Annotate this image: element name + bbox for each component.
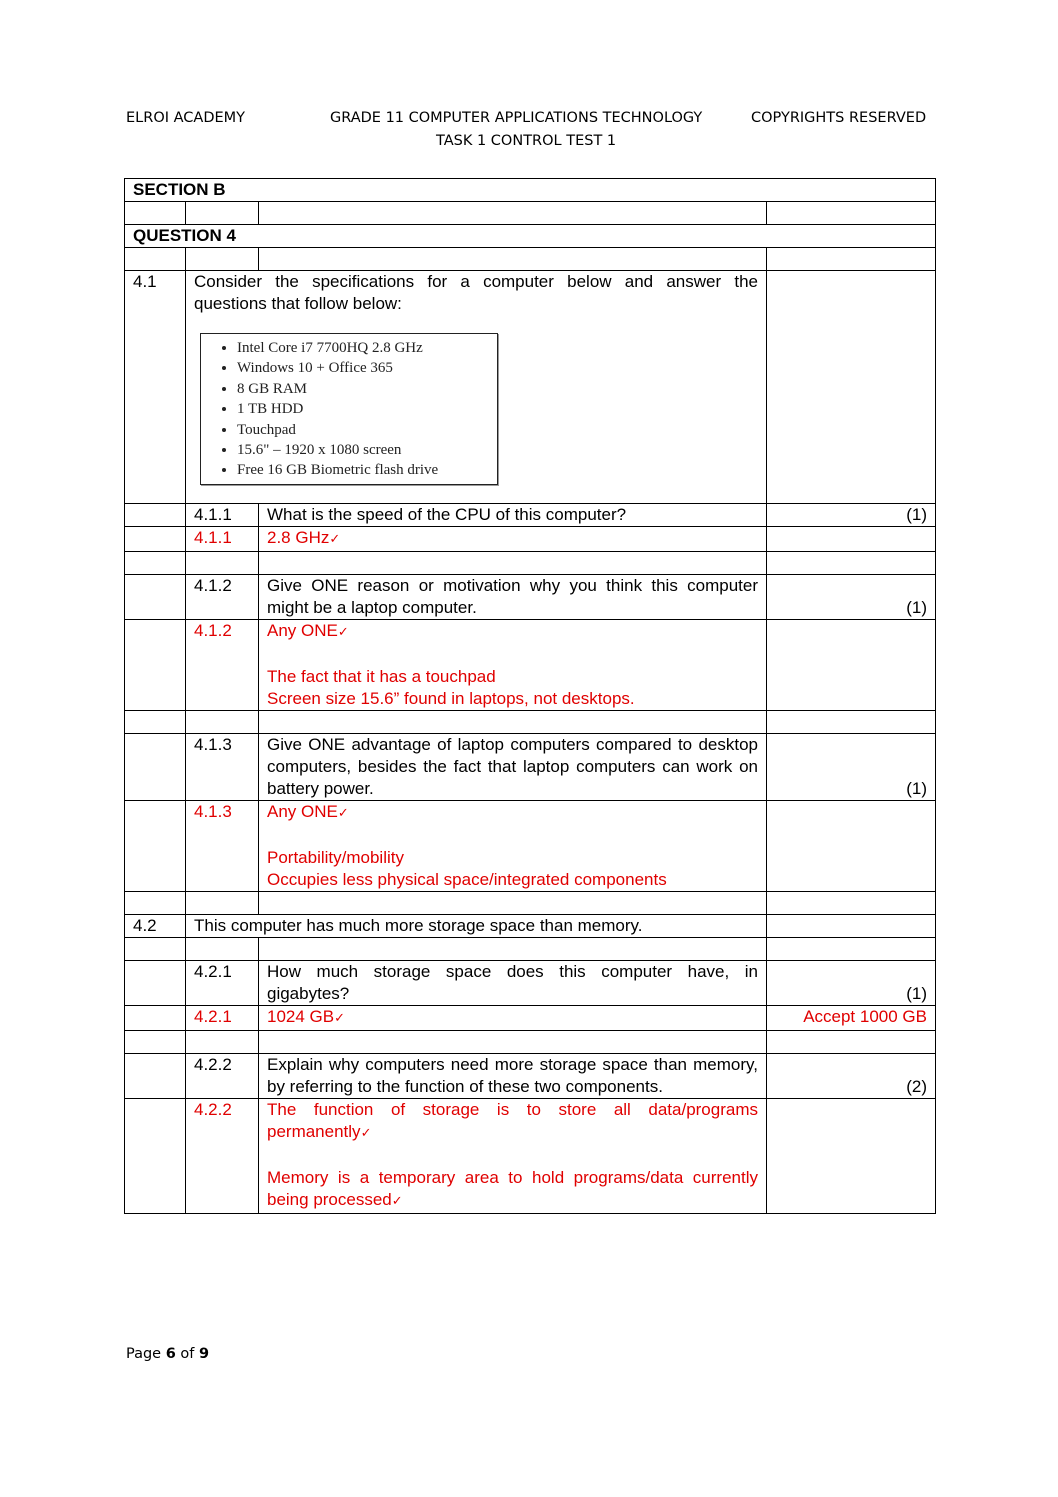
spacer-row <box>125 202 936 225</box>
q411-text: What is the speed of the CPU of this computer? <box>259 504 767 527</box>
q41-row <box>125 271 936 504</box>
q421-answer-number: 4.2.1 <box>186 1006 259 1031</box>
q421-number: 4.2.1 <box>186 961 259 1006</box>
answer-option: Portability/mobility <box>267 848 404 867</box>
spec-item: • 15.6" – 1920 x 1080 screen <box>237 440 497 460</box>
q421-mark: (1) <box>767 961 936 1006</box>
q42-text: This computer has much more storage space than memory. <box>186 915 767 938</box>
footer-page-number: 6 <box>165 1346 176 1362</box>
header-task: TASK 1 CONTROL TEST 1 <box>436 133 617 149</box>
q422-answer <box>259 1099 767 1214</box>
q413-number: 4.1.3 <box>186 734 259 801</box>
spacer-row <box>125 552 936 575</box>
page-footer <box>126 1346 209 1362</box>
answer-option: Screen size 15.6” found in laptops, not desktops. <box>267 689 635 708</box>
footer-of-word: of <box>180 1346 195 1362</box>
q412-answer-row <box>125 620 936 711</box>
spacer-row <box>125 892 936 915</box>
q413-row <box>125 734 936 801</box>
header-school: ELROI ACADEMY <box>126 110 246 126</box>
q421-row <box>125 961 936 1006</box>
footer-page-total: 9 <box>199 1346 210 1362</box>
check-icon: ✓ <box>391 1194 403 1209</box>
spacer-row <box>125 711 936 734</box>
q412-mark: (1) <box>767 575 936 620</box>
check-icon: ✓ <box>334 1011 346 1026</box>
q411-answer-row <box>125 527 936 552</box>
q413-mark: (1) <box>767 734 936 801</box>
spec-item: • Windows 10 + Office 365 <box>237 358 497 378</box>
check-icon: ✓ <box>337 806 349 821</box>
check-icon: ✓ <box>360 1126 372 1141</box>
q412-answer-number: 4.1.2 <box>186 620 259 711</box>
header-copyright: COPYRIGHTS RESERVED <box>751 110 927 126</box>
q422-row <box>125 1054 936 1099</box>
q411-answer: 2.8 GHz✓ <box>259 527 767 552</box>
q41-number: 4.1 <box>125 271 186 504</box>
q421-answer-row <box>125 1006 936 1031</box>
q411-row <box>125 504 936 527</box>
section-row <box>125 179 936 202</box>
q422-number: 4.2.2 <box>186 1054 259 1099</box>
answer-memory: Memory is a temporary area to hold programs/data currently being processed <box>267 1168 758 1209</box>
q412-answer: Any ONE✓ The fact that it has a touchpad Screen size 15.6” found in laptops, not desktops. <box>259 620 767 711</box>
memo-table <box>124 178 936 1214</box>
footer-page-word: Page <box>126 1346 162 1362</box>
q422-mark: (2) <box>767 1054 936 1099</box>
q421-note: Accept 1000 GB <box>767 1006 936 1031</box>
header-subject: GRADE 11 COMPUTER APPLICATIONS TECHNOLOGY <box>330 110 703 126</box>
q42-row <box>125 915 936 938</box>
spec-list <box>201 338 497 481</box>
q413-answer: Any ONE✓ Portability/mobility Occupies less physical space/integrated components <box>259 801 767 892</box>
q422-answer-row <box>125 1099 936 1214</box>
spacer-row <box>125 938 936 961</box>
section-title: SECTION B <box>125 179 936 202</box>
spec-box <box>200 333 498 485</box>
answer-option: Occupies less physical space/integrated components <box>267 870 667 889</box>
spec-item: • 8 GB RAM <box>237 379 497 399</box>
q411-answer-number: 4.1.1 <box>186 527 259 552</box>
spec-item: • Free 16 GB Biometric flash drive <box>237 460 497 480</box>
spacer-row <box>125 1031 936 1054</box>
q422-answer-number: 4.2.2 <box>186 1099 259 1214</box>
q412-text: Give ONE reason or motivation why you think this computer might be a laptop computer. <box>259 575 767 620</box>
q42-number: 4.2 <box>125 915 186 938</box>
q412-row <box>125 575 936 620</box>
q41-text: Consider the specifications for a computer below and answer the questions that follow below: <box>194 272 758 313</box>
q412-number: 4.1.2 <box>186 575 259 620</box>
spacer-row <box>125 248 936 271</box>
question-row <box>125 225 936 248</box>
q413-text: Give ONE advantage of laptop computers compared to desktop computers, besides the fact that laptop computers can work on battery power. <box>259 734 767 801</box>
question-title: QUESTION 4 <box>125 225 936 248</box>
q422-text: Explain why computers need more storage space than memory, by referring to the function of these two components. <box>259 1054 767 1099</box>
spec-item: • 1 TB HDD <box>237 399 497 419</box>
check-icon: ✓ <box>337 625 349 640</box>
spec-item: • Intel Core i7 7700HQ 2.8 GHz <box>237 338 497 358</box>
q421-answer: 1024 GB✓ <box>259 1006 767 1031</box>
q411-number: 4.1.1 <box>186 504 259 527</box>
answer-storage: The function of storage is to store all data/programs permanently <box>267 1100 758 1141</box>
q411-mark: (1) <box>767 504 936 527</box>
spec-item: • Touchpad <box>237 420 497 440</box>
q413-answer-row <box>125 801 936 892</box>
q413-answer-number: 4.1.3 <box>186 801 259 892</box>
answer-option: The fact that it has a touchpad <box>267 667 496 686</box>
q421-text: How much storage space does this computer have, in gigabytes? <box>259 961 767 1006</box>
check-icon: ✓ <box>329 532 341 547</box>
